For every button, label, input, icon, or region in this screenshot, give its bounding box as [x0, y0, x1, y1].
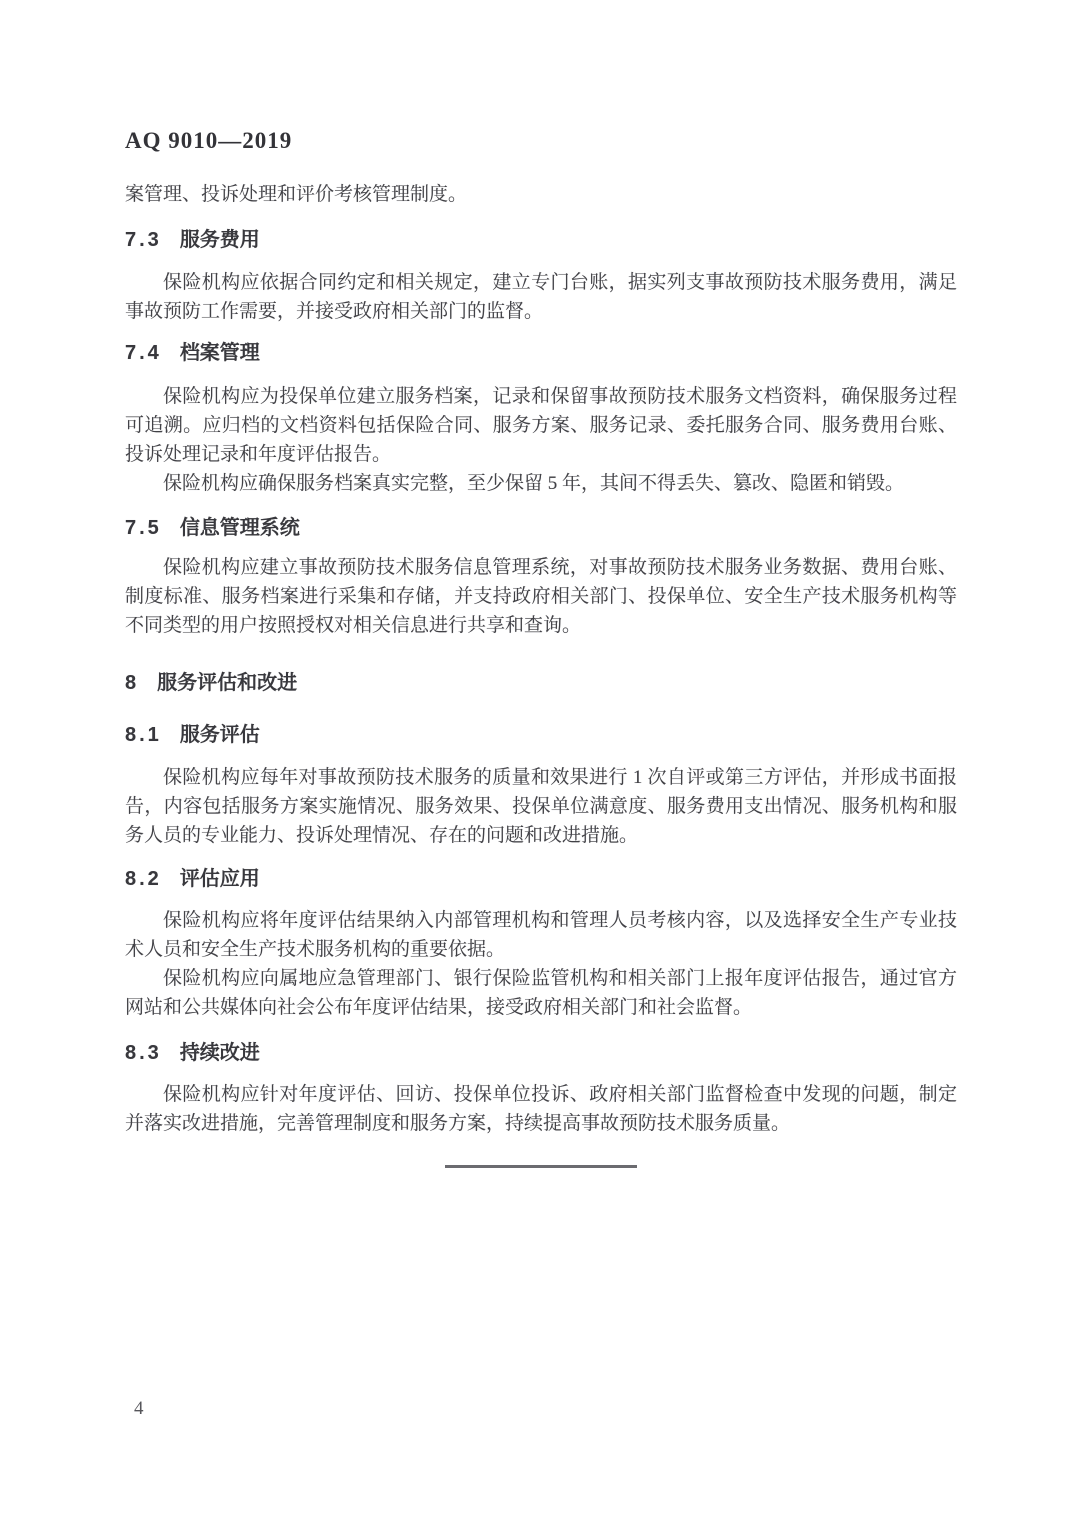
paragraph: 保险机构应将年度评估结果纳入内部管理机构和管理人员考核内容，以及选择安全生产专业技术人员和安全生产技术服务机构的重要依据。 — [125, 910, 957, 960]
clause-title: 信息管理系统 — [179, 517, 300, 539]
clause-number: 7.3 — [125, 229, 162, 251]
continuation-paragraph: 案管理、投诉处理和评价考核管理制度。 — [125, 184, 468, 205]
clause-heading-8-2 — [125, 864, 957, 894]
clause-title: 服务费用 — [179, 229, 260, 251]
paragraph: 保险机构应向属地应急管理部门、银行保险监管机构和相关部门上报年度评估报告，通过官方网站和公共媒体向社会公布年度评估结果，接受政府相关部门和社会监督。 — [125, 968, 957, 1018]
paragraph: 保险机构应建立事故预防技术服务信息管理系统，对事故预防技术服务业务数据、费用台账、制度标准、服务档案进行采集和存储，并支持政府相关部门、投保单位、安全生产技术服务机构等不同类型的用户按照授权对相关信息进行共享和查询。 — [125, 557, 957, 636]
paragraph: 保险机构应依据合同约定和相关规定，建立专门台账，据实列支事故预防技术服务费用，满足事故预防工作需要，并接受政府相关部门的监督。 — [125, 272, 957, 322]
clause-heading-8-1 — [125, 720, 957, 750]
clause-number: 7.5 — [125, 517, 162, 539]
end-of-text-rule — [445, 1165, 637, 1168]
clause-number: 7.4 — [125, 342, 162, 364]
clause-heading-7-5 — [125, 513, 957, 543]
clause-title: 评估应用 — [179, 868, 260, 890]
document-content — [125, 0, 957, 1168]
paragraph: 保险机构应每年对事故预防技术服务的质量和效果进行 1 次自评或第三方评估，并形成书面报告，内容包括服务方案实施情况、服务效果、投保单位满意度、服务费用支出情况、服务机构和服务人员的专业能力、投诉处理情况、存在的问题和改进措施。 — [125, 767, 957, 846]
clause-number: 8.3 — [125, 1042, 162, 1064]
chapter-heading-8 — [125, 668, 957, 698]
paragraph: 保险机构应确保服务档案真实完整，至少保留 5 年，其间不得丢失、篡改、隐匿和销毁。 — [163, 473, 905, 494]
clause-title: 档案管理 — [179, 342, 260, 364]
chapter-title: 服务评估和改进 — [157, 672, 298, 694]
clause-title: 持续改进 — [179, 1042, 260, 1064]
clause-heading-8-3 — [125, 1038, 957, 1068]
clause-title: 服务评估 — [179, 724, 260, 746]
clause-number: 8.2 — [125, 868, 162, 890]
standard-code-header: AQ 9010—2019 — [125, 128, 293, 153]
clause-heading-7-3 — [125, 225, 957, 255]
page-number: 4 — [134, 1398, 144, 1419]
chapter-number: 8 — [125, 672, 140, 694]
clause-number: 8.1 — [125, 724, 162, 746]
clause-heading-7-4 — [125, 338, 957, 368]
paragraph: 保险机构应针对年度评估、回访、投保单位投诉、政府相关部门监督检查中发现的问题，制定并落实改进措施，完善管理制度和服务方案，持续提高事故预防技术服务质量。 — [125, 1084, 957, 1134]
paragraph: 保险机构应为投保单位建立服务档案，记录和保留事故预防技术服务文档资料，确保服务过程可追溯。应归档的文档资料包括保险合同、服务方案、服务记录、委托服务合同、服务费用台账、投诉处理记录和年度评估报告。 — [125, 386, 957, 465]
